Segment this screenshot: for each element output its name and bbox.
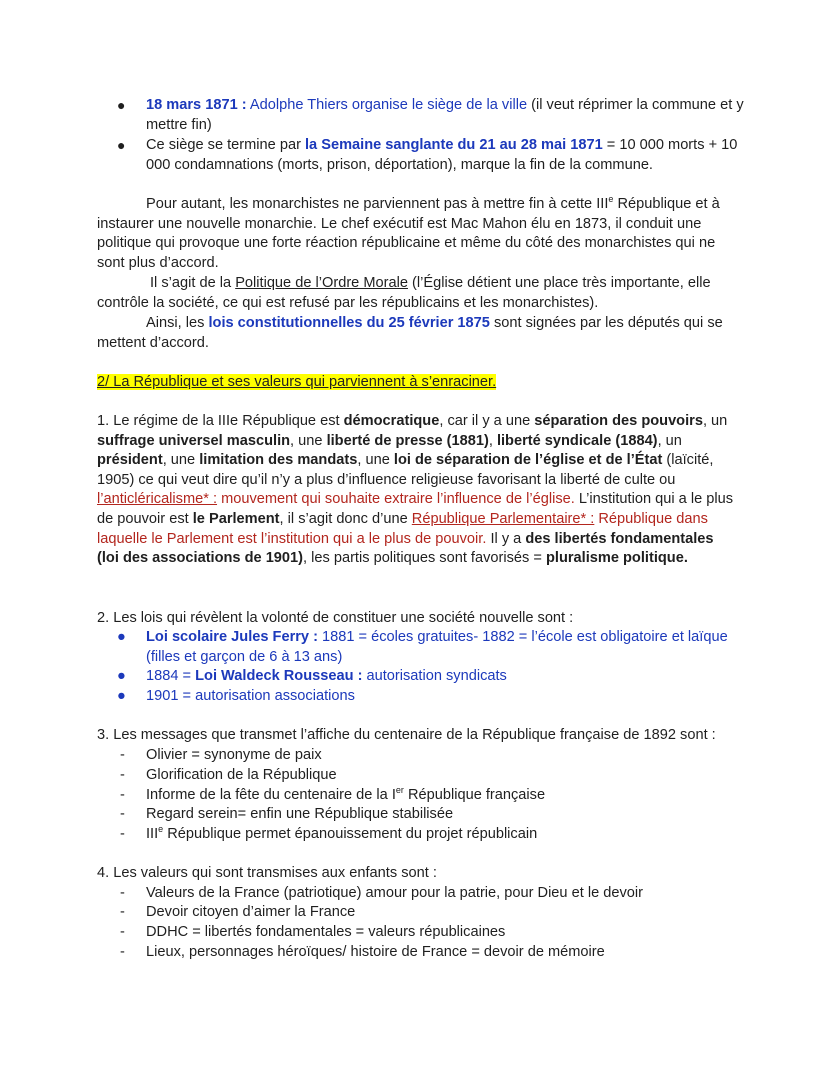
definition-text: République dans laquelle le Parlement est l’institution qui a le plus de pouvoir. [97, 510, 708, 547]
paragraph-text: , [488, 432, 493, 449]
bold-term: loi de séparation de l’église et de l’État [393, 452, 663, 469]
underlined-term: Politique de l’Ordre Morale [235, 275, 408, 291]
bold-term: démocratique [343, 413, 440, 429]
dash-icon: - [120, 747, 125, 763]
item-text: Olivier = synonyme de paix [146, 747, 322, 763]
dash-icon: - [120, 904, 125, 920]
law-detail: autorisation syndicats [366, 668, 507, 684]
dash-icon: - [120, 787, 125, 803]
item-text-part: Informe de la fête du centenaire de la I [146, 787, 396, 803]
dash-icon: - [120, 826, 125, 842]
item-text [146, 825, 537, 845]
highlight-text: lois constitutionnelles du 25 février 1875 [208, 315, 490, 331]
paragraph-text: République et à instaurer une nouvelle monarchie. Le chef exécutif est Mac Mahon élu en 1873, il conduit une politique qui provoque une forte réaction républicaine et même du côté des monarchistes qui ne sont plus d’accord. [97, 196, 720, 271]
event-detail: (il veut réprimer la commune et y mettre fin) [146, 97, 744, 133]
dash-icon: - [120, 885, 125, 901]
heading-text: 2/ La République et ses valeurs qui parviennent à s’enraciner. [97, 374, 497, 390]
paragraph-text: (laïcité, 1905) ce qui veut dire qu’il n’y a plus d’influence religieuse favorisant la liberté de culte ou [97, 452, 714, 488]
item-text [146, 786, 545, 806]
item-text: DDHC = libertés fondamentales = valeurs républicaines [146, 924, 506, 940]
law-detail: 1901 = autorisation associations [146, 688, 355, 704]
paragraph-text: , car il y a une [439, 413, 531, 429]
bold-term: liberté de presse (1881) [326, 432, 489, 449]
item-text-part: III [146, 826, 159, 842]
bullet-icon: ● [117, 97, 126, 113]
paragraph-text: Ainsi, les [146, 315, 205, 331]
item-text: Lieux, personnages héroïques/ histoire de France = devoir de mémoire [146, 944, 605, 960]
definition-term: l’anticléricalisme* : [97, 491, 218, 508]
bullet-icon: ● [117, 668, 126, 684]
paragraph [97, 314, 737, 353]
section-intro: 2. Les lois qui révèlent la volonté de constituer une société nouvelle sont : [97, 610, 574, 626]
section-intro: 3. Les messages que transmet l’affiche du centenaire de la République française de 1892 sont : [97, 727, 716, 743]
paragraph-text: , il s’agit donc d’une [279, 510, 408, 527]
definition-text: mouvement qui souhaite extraire l’influence de l’église. [221, 491, 575, 508]
paragraph-text: , une [290, 432, 323, 449]
paragraph-text: , les partis politiques sont favorisés = [303, 550, 542, 567]
superscript: er [395, 785, 404, 796]
dash-icon: - [120, 767, 125, 783]
event-text: Adolphe Thiers organise le siège de la ville [249, 97, 528, 113]
bullet-icon: ● [117, 688, 126, 704]
event-highlight: la Semaine sanglante du 21 au 28 mai 1871 [305, 137, 603, 153]
law-detail: 1881 = écoles gratuites- 1882 = l’école est obligatoire et laïque (filles et garçon de 6 à 13 ans) [146, 629, 728, 665]
item-text: Valeurs de la France (patriotique) amour pour la patrie, pour Dieu et le devoir [146, 885, 643, 901]
superscript: e [608, 194, 614, 205]
paragraph [97, 412, 737, 569]
item-text: = 10 000 morts + 10 000 condamnations (morts, prison, déportation), marque la fin de la commune. [146, 137, 738, 173]
definition-term: République Parlementaire* : [411, 510, 595, 527]
section-intro: 4. Les valeurs qui sont transmises aux enfants sont : [97, 865, 437, 881]
bold-term: séparation des pouvoirs [534, 413, 703, 429]
paragraph-text: Il y a [490, 530, 522, 547]
superscript: e [158, 824, 164, 835]
bold-term: président [97, 452, 163, 469]
law-year: 1884 = [146, 668, 192, 684]
bullet-icon: ● [117, 137, 126, 153]
dash-icon: - [120, 944, 125, 960]
bold-term: limitation des mandats [199, 452, 358, 469]
bold-term: le Parlement [192, 510, 280, 527]
paragraph-text: (l’Église détient une place très importante, elle contrôle la société, ce qui est refusé par les républicains et les monarchistes). [97, 275, 711, 311]
paragraph [97, 195, 737, 273]
paragraph-text: , un [702, 413, 728, 429]
paragraph-text: L’institution qui a le plus de pouvoir est [97, 491, 734, 527]
paragraph [97, 274, 737, 313]
dash-icon: - [120, 924, 125, 940]
item-text-part: République permet épanouissement du projet républicain [167, 826, 538, 842]
bold-term: liberté syndicale (1884) [496, 432, 658, 449]
bold-term: des libertés fondamentales (loi des associations de 1901) [97, 530, 714, 567]
item-text-part: République française [407, 787, 546, 803]
item-text: Devoir citoyen d’aimer la France [146, 904, 356, 920]
event-date: 18 mars 1871 : [146, 97, 247, 113]
paragraph-text: sont signées par les députés qui se mettent d’accord. [97, 315, 723, 351]
paragraph-text: , une [162, 452, 196, 469]
law-name: Loi Waldeck Rousseau : [195, 668, 363, 684]
bullet-icon: ● [117, 629, 126, 645]
paragraph-text: Pour autant, les monarchistes ne parviennent pas à mettre fin à cette III [146, 196, 609, 212]
dash-icon: - [120, 806, 125, 822]
section-heading [97, 373, 737, 393]
item-text: Regard serein= enfin une République stabilisée [146, 806, 454, 822]
bold-term: pluralisme politique. [545, 550, 688, 567]
paragraph-text: Il s’agit de la [150, 275, 232, 291]
bold-term: suffrage universel masculin [97, 432, 291, 449]
law-name: Loi scolaire Jules Ferry : [146, 629, 318, 645]
item-text: Ce siège se termine par [146, 137, 301, 153]
paragraph-text: 1. Le régime de la IIIe République est [97, 413, 340, 429]
paragraph-text: , une [357, 452, 390, 469]
item-text: Glorification de la République [146, 767, 337, 783]
paragraph-text: , un [657, 432, 682, 449]
